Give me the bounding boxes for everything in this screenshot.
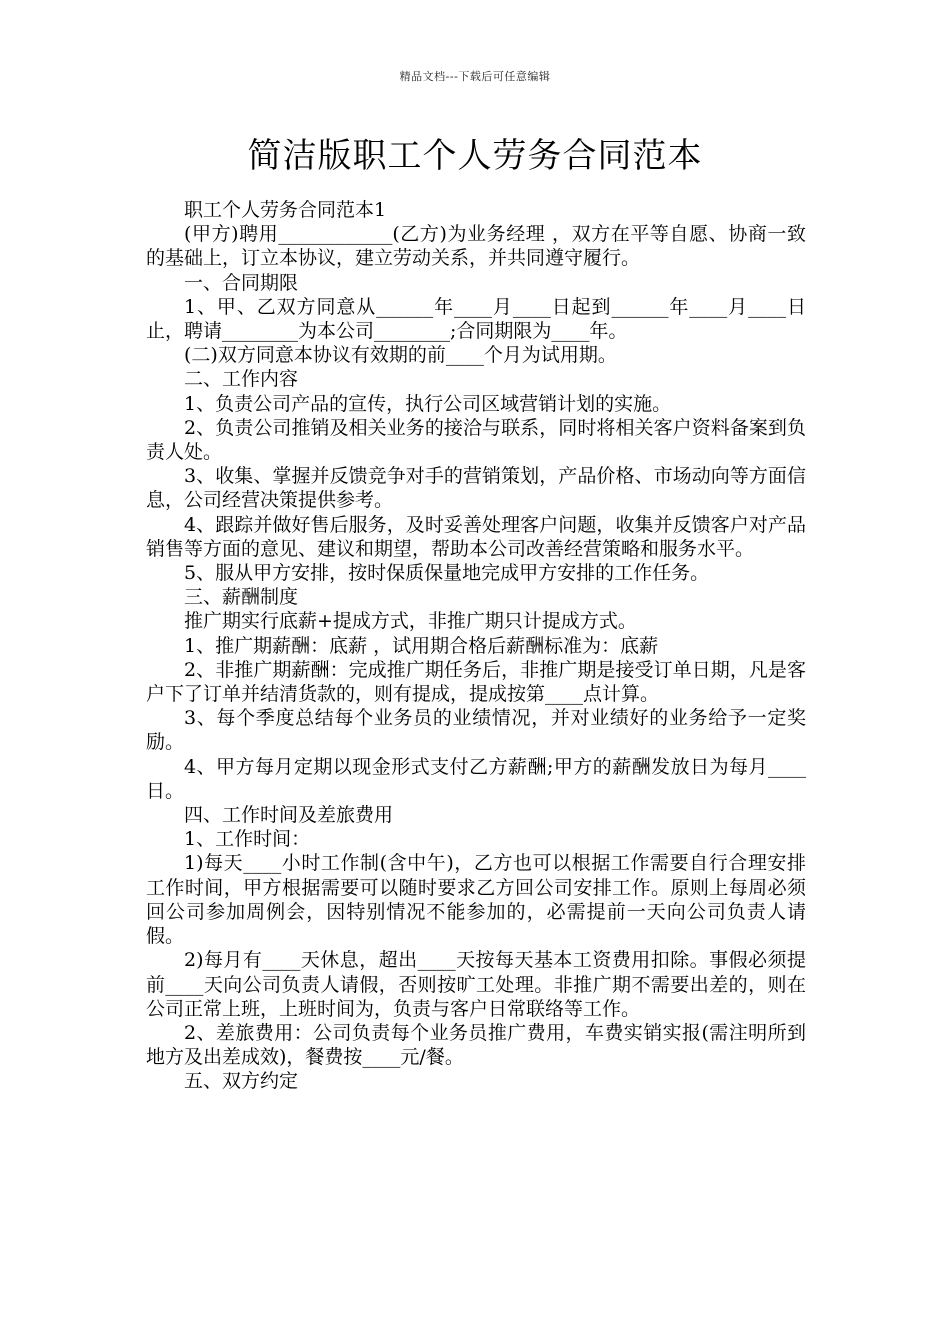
paragraph: 1、工作时间： <box>184 828 311 851</box>
paragraph: 推广期实行底薪+提成方式，非推广期只计提成方式。 <box>184 610 637 633</box>
section-heading: 一、合同期限 <box>184 271 299 294</box>
section-heading: 二、工作内容 <box>184 368 299 391</box>
paragraph: 2、差旅费用：公司负责每个业务员推广费用，车费实销实报(需注明所到地方及出差成效)，餐费按____元/餐。 <box>146 1021 806 1069</box>
paragraph: (二)双方同意本协议有效期的前____个月为试用期。 <box>184 344 617 367</box>
section-heading: 五、双方约定 <box>184 1070 299 1093</box>
paragraph: 2、非推广期薪酬：完成推广期任务后，非推广期是接受订单日期，凡是客户下了订单并结清货款的，则有提成，提成按第____点计算。 <box>146 658 806 706</box>
section-heading: 四、工作时间及差旅费用 <box>184 804 394 827</box>
paragraph: 1、推广期薪酬：底薪 ，试用期合格后薪酬标准为：底薪 <box>184 634 659 657</box>
paragraph: 3、收集、掌握并反馈竞争对手的营销策划，产品价格、市场动向等方面信息，公司经营决策提供参考。 <box>146 465 806 512</box>
document-body <box>146 198 806 1094</box>
paragraph: 1、甲、乙双方同意从______年____月____日起到______年____月____日止，聘请________为本公司________;合同期限为____年。 <box>146 295 806 343</box>
paragraph: 2、负责公司推销及相关业务的接洽与联系，同时将相关客户资料备案到负责人处。 <box>146 416 806 464</box>
paragraph: 1)每天____小时工作制(含中午)，乙方也可以根据工作需要自行合理安排工作时间，甲方根据需要可以随时要求乙方回公司安排工作。原则上每周必须回公司参加周例会，因特别情况不能参加的，必需提前一天向公司负责人请假。 <box>146 852 806 948</box>
header-note: 精品文档---下载后可任意编辑 <box>399 70 551 83</box>
document-title: 简洁版职工个人劳务合同范本 <box>247 136 703 176</box>
document-subtitle: 职工个人劳务合同范本1 <box>184 199 387 221</box>
paragraph: 4、跟踪并做好售后服务，及时妥善处理客户问题，收集并反馈客户对产品销售等方面的意见、建议和期望，帮助本公司改善经营策略和服务水平。 <box>146 513 806 560</box>
paragraph: 3、每个季度总结每个业务员的业绩情况，并对业绩好的业务给予一定奖励。 <box>146 707 806 754</box>
paragraph: 2)每月有____天休息，超出____天按每天基本工资费用扣除。事假必须提前____天向公司负责人请假，否则按旷工处理。非推广期不需要出差的，则在公司正常上班，上班时间为，负责与客户日常联络等工作。 <box>146 949 806 1020</box>
paragraph: 5、服从甲方安排，按时保质保量地完成甲方安排的工作任务。 <box>184 562 710 585</box>
section-heading: 三、薪酬制度 <box>184 586 299 609</box>
paragraph: (甲方)聘用____________(乙方)为业务经理 ，双方在平等自愿、协商一致的基础上，订立本协议，建立劳动关系，并共同遵守履行。 <box>146 223 806 270</box>
paragraph: 1、负责公司产品的宣传，执行公司区域营销计划的实施。 <box>184 392 672 415</box>
paragraph: 4、甲方每月定期以现金形式支付乙方薪酬;甲方的薪酬发放日为每月____日。 <box>146 755 806 802</box>
